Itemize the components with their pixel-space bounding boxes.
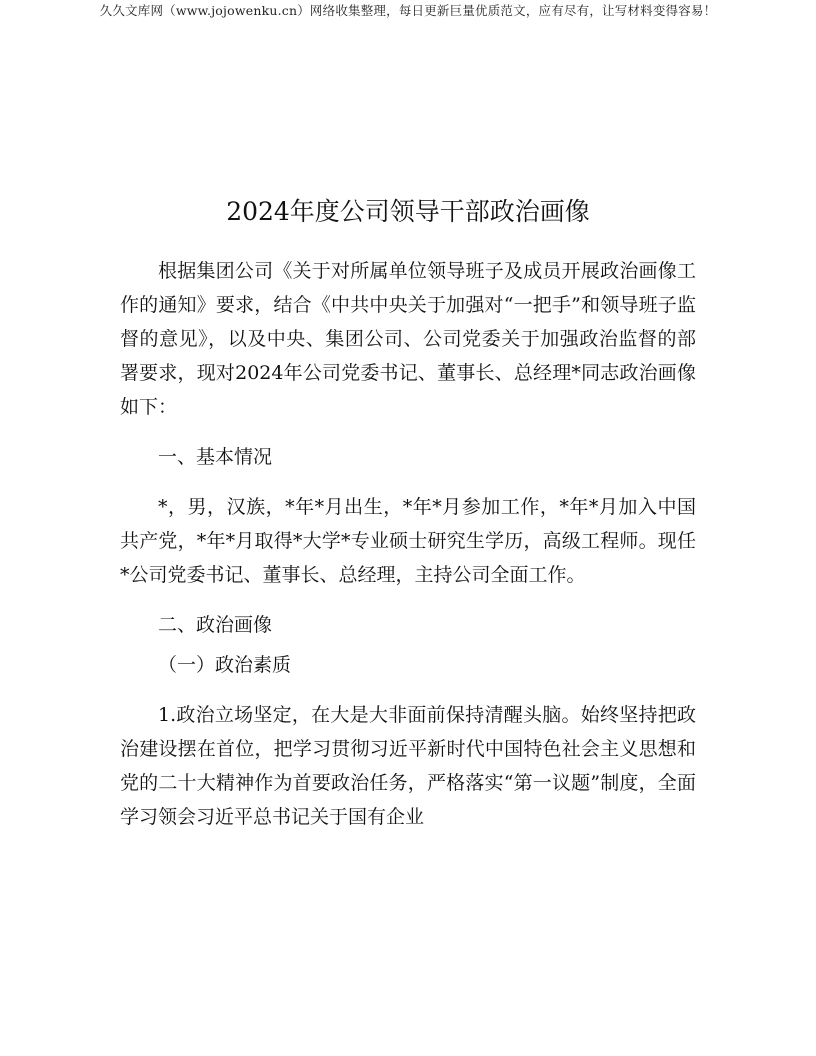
- section-heading-political-portrait: 二、政治画像: [158, 614, 273, 636]
- document-body: [120, 254, 696, 834]
- document-title: 2024年度公司领导干部政治画像: [226, 197, 590, 226]
- section-heading-basic-info: 一、基本情况: [158, 446, 273, 468]
- item-1-paragraph: 1.政治立场坚定，在大是大非面前保持清醒头脑。始终坚持把政治建设摆在首位，把学习贯彻习近平新时代中国特色社会主义思想和党的二十大精神作为首要政治任务，严格落实“第一议题”制度，全面学习领会习近平总书记关于国有企业: [120, 704, 696, 828]
- intro-paragraph: 根据集团公司《关于对所属单位领导班子及成员开展政治画像工作的通知》要求，结合《中共中央关于加强对“一把手”和领导班子监督的意见》，以及中央、集团公司、公司党委关于加强政治监督的部署要求，现对2024年公司党委书记、董事长、总经理*同志政治画像如下：: [120, 260, 696, 418]
- source-watermark-header: 久久文库网（www.jojowenku.cn）网络收集整理，每日更新巨量优质范文，应有尽有，让写材料变得容易！: [99, 3, 717, 18]
- basic-info-paragraph: *，男，汉族，*年*月出生，*年*月参加工作，*年*月加入中国共产党，*年*月取得*大学*专业硕士研究生学历，高级工程师。现任*公司党委书记、董事长、总经理，主持公司全面工作。: [120, 496, 696, 586]
- subsection-heading-political-quality: （一）政治素质: [158, 654, 292, 676]
